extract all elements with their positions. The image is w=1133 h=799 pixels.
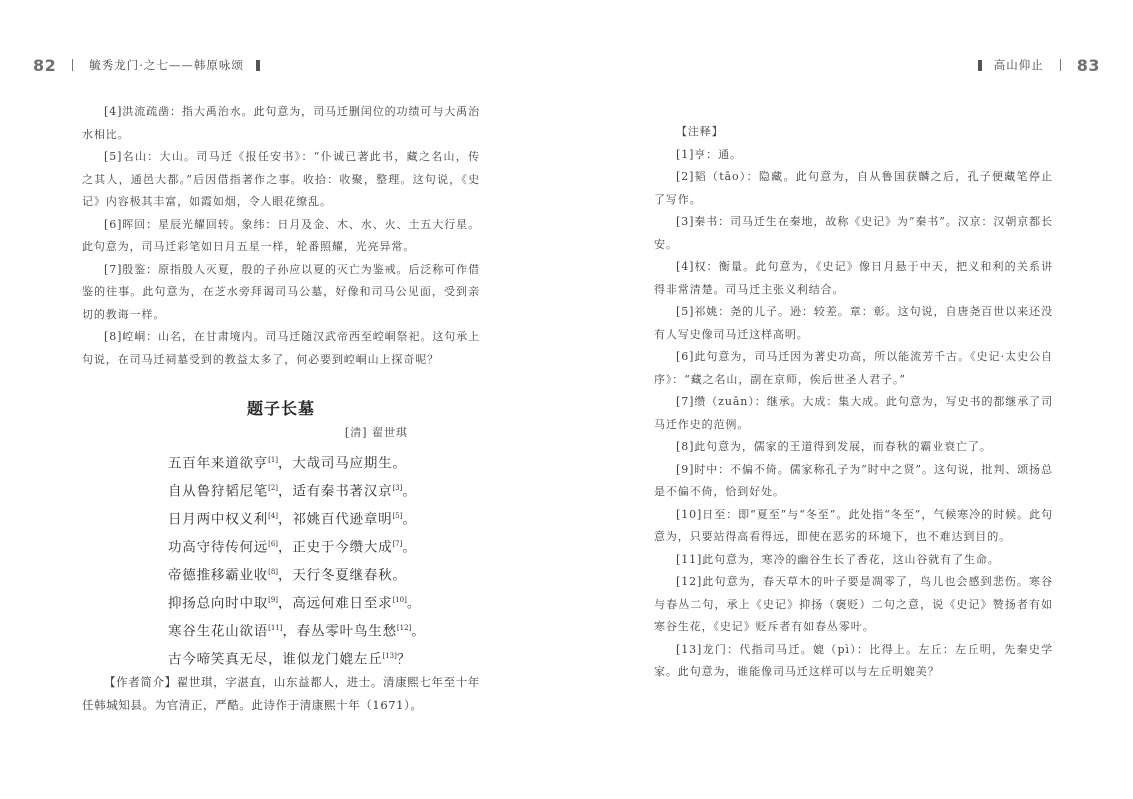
note-item: [10]日至：即“夏至”与“冬至”。此处指“冬至”，气候寒冷的时候。此句意为，只要站得高看得远，即使在恶劣的环境下，也不难达到目的。 (654, 507, 1053, 543)
note-item: [5]名山：大山。司马迁《报任安书》：“仆诚已著此书，藏之名山，传之其人，通邑大都。”后因借指著作之事。收拾：收聚，整理。这句说，《史记》内容极其丰富，如霞如烟，令人眼花缭乱。 (82, 150, 480, 208)
right-page (566, 0, 1133, 799)
note-item: [6]晖回：星辰光耀回转。象纬：日月及金、木、水、火、土五大行星。此句意为，司马迁彩笔如日月五星一样，轮番照耀，光亮异常。 (82, 217, 480, 253)
poem-author: [清] 翟世琪 (344, 426, 408, 439)
poem-lines (82, 448, 480, 672)
poem-title: 题子长墓 (246, 399, 315, 418)
running-head-title: 高山仰止 (993, 58, 1044, 72)
poem-line: 帝德推移霸业收[8]，天行冬夏继春秋。 (168, 567, 407, 584)
note-item: [11]此句意为，寒冷的幽谷生长了香花，这山谷就有了生命。 (676, 552, 1000, 566)
note-item: [8]此句意为，儒家的王道得到发展，而春秋的霸业衰亡了。 (676, 440, 992, 453)
page-number: 83 (1076, 55, 1100, 75)
note-item: [3]秦书：司马迁生在秦地，故称《史记》为“秦书”。汉京：汉朝京都长安。 (654, 215, 1053, 251)
poem-line: 五百年来道欲亨[1]，大哉司马应期生。 (168, 455, 407, 472)
note-item: [8]崆峒：山名，在甘肃境内。司马迁随汉武帝西至崆峒祭祀。这句承上句说，在司马迁祠墓受到的教益太多了，何必要到崆峒山上探奇呢？ (82, 330, 480, 366)
notes-heading: 【注释】 (676, 125, 724, 138)
right-notes (654, 121, 1053, 684)
section-marker (256, 60, 260, 71)
note-item: [5]祁姚：尧的儿子。逊：较差。章：彰。这句说，自唐尧百世以来还没有人写史像司马迁这样高明。 (654, 305, 1053, 341)
page-number: 82 (33, 55, 57, 75)
note-item: [13]龙门：代指司马迁。媲（pì）：比得上。左丘：左丘明，先秦史学家。此句意为，谁能像司马迁这样可以与左丘明媲美？ (654, 642, 1053, 678)
divider (72, 59, 73, 71)
note-item: [4]权：衡量。此句意为，《史记》像日月悬于中天，把义和利的关系讲得非常清楚。司马迁主张义利结合。 (654, 260, 1053, 296)
poem-line: 功高守待传何远[6]，正史于今缵大成[7]。 (168, 539, 417, 556)
divider (1060, 59, 1061, 71)
running-head-title: 毓秀龙门·之七——韩原咏颂 (89, 58, 244, 72)
note-item: [6]此句意为，司马迁因为著史功高，所以能流芳千古。《史记·太史公自序》：“藏之名山，副在京师，俟后世圣人君子。” (654, 350, 1053, 386)
poem-line: 自从鲁狩韬尼笔[2]，适有秦书著汉京[3]。 (168, 483, 417, 500)
note-item: [12]此句意为，春天草木的叶子要是凋零了，鸟儿也会感到悲伤。寒谷与春丛二句，承上《史记》抑扬（褒贬）二句之意，说《史记》赞扬者有如寒谷生花，《史记》贬斥者有如春丛零叶。 (654, 575, 1053, 633)
left-page (0, 0, 566, 799)
note-item: [4]洪流疏凿：指大禹治水。此句意为，司马迁删闰位的功绩可与大禹治水相比。 (82, 105, 480, 141)
note-item: [1]亨：通。 (676, 147, 742, 161)
poem-line: 日月两中权义利[4]，祁姚百代逊章明[5]。 (168, 511, 417, 528)
poem-line: 寒谷生花山欲语[11]，春丛零叶鸟生愁[12]。 (168, 623, 426, 640)
poem-line: 抑扬总向时中取[9]，高远何难日至求[10]。 (168, 595, 422, 612)
author-bio: 【作者简介】翟世琪，字湛直，山东益都人，进士。清康熙七年至十年任韩城知县。为官清正，严酷。此诗作于清康熙十年（1671）。 (82, 675, 480, 712)
note-item: [2]韬（tāo）：隐藏。此句意为，自从鲁国获麟之后，孔子便藏笔停止了写作。 (654, 170, 1053, 206)
right-running-head (966, 54, 1100, 76)
note-item: [9]时中：不偏不倚。儒家称孔子为“时中之贤”。这句说，批判、颂扬总是不偏不倚，恰到好处。 (654, 462, 1053, 498)
section-marker (978, 60, 982, 71)
poem-line: 古今啼笑真无尽，谁似龙门媲左丘[13]？ (168, 651, 412, 668)
note-item: [7]殷鉴：原指殷人灭夏，殷的子孙应以夏的灭亡为鉴戒。后泛称可作借鉴的往事。此句意为，在芝水旁拜谒司马公墓，好像和司马公见面，受到亲切的教诲一样。 (82, 262, 480, 321)
left-notes (82, 101, 480, 371)
left-running-head (33, 54, 272, 76)
note-item: [7]缵（zuǎn）：继承。大成：集大成。此句意为，写史书的都继承了司马迁作史的范例。 (654, 395, 1053, 431)
poem (82, 395, 480, 672)
